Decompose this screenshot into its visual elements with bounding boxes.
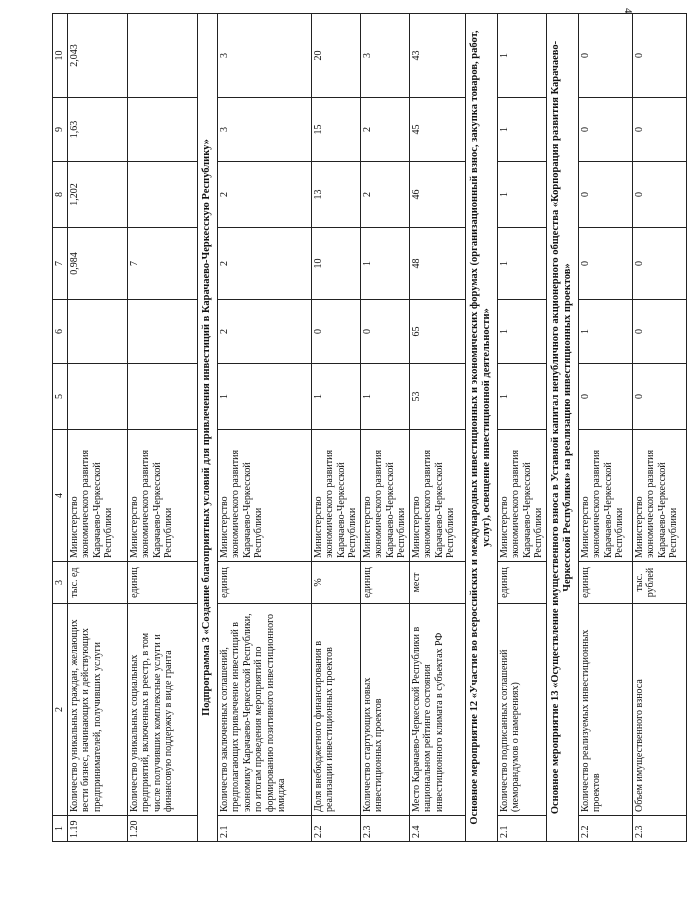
- unit-cell: мест: [409, 562, 465, 604]
- indicator-name: Доля внебюджетного финансирования в реализации инвестиционных проектов: [311, 604, 360, 816]
- responsible-cell: Министерство экономического развития Карачаево-Черкесской Республики: [360, 430, 409, 562]
- value-cell-v8: 13: [311, 162, 360, 228]
- row-number: 2.2: [311, 816, 360, 842]
- value-cell-v9: 3: [217, 98, 311, 162]
- table-row: [67, 14, 127, 842]
- responsible-cell: Министерство экономического развития Карачаево-Черкесской Республики: [497, 430, 546, 562]
- value-cell-v7: 7: [127, 228, 197, 300]
- value-cell-v8: [127, 162, 197, 228]
- indicator-name: Объем имущественного взноса: [632, 604, 686, 816]
- value-cell-v10: 3: [360, 14, 409, 98]
- header-cell-3: 3: [53, 562, 68, 604]
- unit-cell: единиц: [217, 562, 311, 604]
- row-number: 2.1: [217, 816, 311, 842]
- section-measure-12: [465, 14, 497, 842]
- value-cell-v5: 0: [578, 364, 632, 430]
- value-cell-v5: 1: [311, 364, 360, 430]
- value-cell-v8: 1,202: [67, 162, 127, 228]
- value-cell-v9: 1,63: [67, 98, 127, 162]
- value-cell-v8: 2: [217, 162, 311, 228]
- value-cell-v9: 2: [360, 98, 409, 162]
- responsible-cell: Министерство экономического развития Карачаево-Черкесской Республики: [632, 430, 686, 562]
- row-number: 2.4: [409, 816, 465, 842]
- indicators-table: [52, 13, 687, 842]
- section-measure-12-title: Основное мероприятие 12 «Участие во всероссийских и международных инвестиционных и экономических форумах (организационный взнос, закупка товаров, работ, услуг), освещение инвестиционной деятельности»: [465, 14, 497, 842]
- value-cell-v6: 0: [311, 300, 360, 364]
- responsible-cell: Министерство экономического развития Карачаево-Черкесской Республики: [67, 430, 127, 562]
- value-cell-v10: 3: [217, 14, 311, 98]
- header-cell-2: 2: [53, 604, 68, 816]
- header-cell-4: 4: [53, 430, 68, 562]
- value-cell-v6: 0: [360, 300, 409, 364]
- indicator-name: Количество заключенных соглашений, предполагающих привлечение инвестиций в экономику Карачаево-Черкесской Республики, по итогам проведения мероприятий по формированию позитивного инвестиционного имиджа: [217, 604, 311, 816]
- unit-cell: единиц: [497, 562, 546, 604]
- header-cell-7: 7: [53, 228, 68, 300]
- table-row: [578, 14, 632, 842]
- header-cell-10: 10: [53, 14, 68, 98]
- value-cell-v7: 0,984: [67, 228, 127, 300]
- section-subprogram-3-title: Подпрограмма 3 «Создание благоприятных условий для привлечения инвестиций в Карачаево-Черкесскую Республику»: [197, 14, 217, 842]
- value-cell-v8: 2: [360, 162, 409, 228]
- row-number: 1.19: [67, 816, 127, 842]
- row-number: 2.1: [497, 816, 546, 842]
- table-row: [497, 14, 546, 842]
- value-cell-v10: 0: [578, 14, 632, 98]
- unit-cell: %: [311, 562, 360, 604]
- value-cell-v9: 45: [409, 98, 465, 162]
- indicator-name: Место Карачаево-Черкесской Республики в национальном рейтинге состояния инвестиционного климата в субъектах РФ: [409, 604, 465, 816]
- value-cell-v6: 1: [578, 300, 632, 364]
- unit-cell: единиц: [578, 562, 632, 604]
- table-row: [360, 14, 409, 842]
- value-cell-v7: 0: [578, 228, 632, 300]
- value-cell-v5: 53: [409, 364, 465, 430]
- header-cell-1: 1: [53, 816, 68, 842]
- table-row: [632, 14, 686, 842]
- row-number: 2.3: [360, 816, 409, 842]
- row-number: 2.2: [578, 816, 632, 842]
- unit-cell: тыс. ед: [67, 562, 127, 604]
- value-cell-v10: 1: [497, 14, 546, 98]
- responsible-cell: Министерство экономического развития Карачаево-Черкесской Республики: [409, 430, 465, 562]
- row-number: 2.3: [632, 816, 686, 842]
- value-cell-v9: 0: [578, 98, 632, 162]
- value-cell-v5: 0: [632, 364, 686, 430]
- indicator-name: Количество стартующих новых инвестиционных проектов: [360, 604, 409, 816]
- value-cell-v7: 48: [409, 228, 465, 300]
- value-cell-v8: 0: [632, 162, 686, 228]
- value-cell-v8: 1: [497, 162, 546, 228]
- header-row: [53, 14, 68, 842]
- indicator-name: Количество уникальных социальных предприятий, включенных в реестр, в том числе получивших комплексные услуги и финансовую поддержку в виде гранта: [127, 604, 197, 816]
- table-row: [127, 14, 197, 842]
- value-cell-v10: 43: [409, 14, 465, 98]
- section-measure-13-title: Основное мероприятие 13 «Осуществление имущественного взноса в Уставной капитал непубличного акционерного общества «Корпорация развития Карачаево-Черкесской Республики» на реализацию инвестиционных проектов»: [546, 14, 578, 842]
- unit-cell: единиц: [360, 562, 409, 604]
- value-cell-v6: 65: [409, 300, 465, 364]
- responsible-cell: Министерство экономического развития Карачаево-Черкесской Республики: [578, 430, 632, 562]
- indicator-name: Количество реализуемых инвестиционных проектов: [578, 604, 632, 816]
- value-cell-v9: 0: [632, 98, 686, 162]
- table-row: [409, 14, 465, 842]
- value-cell-v10: [127, 14, 197, 98]
- page-number: 4: [622, 8, 634, 14]
- value-cell-v7: 10: [311, 228, 360, 300]
- value-cell-v10: 0: [632, 14, 686, 98]
- table-row: [311, 14, 360, 842]
- table-row: [217, 14, 311, 842]
- value-cell-v7: 0: [632, 228, 686, 300]
- header-cell-6: 6: [53, 300, 68, 364]
- row-number: 1.20: [127, 816, 197, 842]
- unit-cell: единиц: [127, 562, 197, 604]
- value-cell-v9: 1: [497, 98, 546, 162]
- section-measure-13: [546, 14, 578, 842]
- value-cell-v7: 2: [217, 228, 311, 300]
- value-cell-v7: 1: [497, 228, 546, 300]
- rotated-table-wrapper: [52, 14, 679, 842]
- value-cell-v9: [127, 98, 197, 162]
- value-cell-v5: 1: [497, 364, 546, 430]
- value-cell-v7: 1: [360, 228, 409, 300]
- responsible-cell: Министерство экономического развития Карачаево-Черкесской Республики: [217, 430, 311, 562]
- indicator-name: Количество уникальных граждан, желающих вести бизнес, начинающих и действующих предпринимателей, получивших услуги: [67, 604, 127, 816]
- value-cell-v10: 20: [311, 14, 360, 98]
- header-cell-5: 5: [53, 364, 68, 430]
- value-cell-v6: [127, 300, 197, 364]
- section-subprogram-3: [197, 14, 217, 842]
- unit-cell: тыс. рублей: [632, 562, 686, 604]
- value-cell-v9: 15: [311, 98, 360, 162]
- value-cell-v5: [127, 364, 197, 430]
- value-cell-v6: 1: [497, 300, 546, 364]
- value-cell-v5: [67, 364, 127, 430]
- value-cell-v5: 1: [217, 364, 311, 430]
- header-cell-8: 8: [53, 162, 68, 228]
- value-cell-v5: 1: [360, 364, 409, 430]
- header-cell-9: 9: [53, 98, 68, 162]
- value-cell-v6: 2: [217, 300, 311, 364]
- value-cell-v8: 46: [409, 162, 465, 228]
- responsible-cell: Министерство экономического развития Карачаево-Черкесской Республики: [311, 430, 360, 562]
- value-cell-v6: [67, 300, 127, 364]
- value-cell-v6: 0: [632, 300, 686, 364]
- responsible-cell: Министерство экономического развития Карачаево-Черкесской Республики: [127, 430, 197, 562]
- indicator-name: Количество подписанных соглашений (меморандумов о намерениях): [497, 604, 546, 816]
- value-cell-v10: 2,043: [67, 14, 127, 98]
- value-cell-v8: 0: [578, 162, 632, 228]
